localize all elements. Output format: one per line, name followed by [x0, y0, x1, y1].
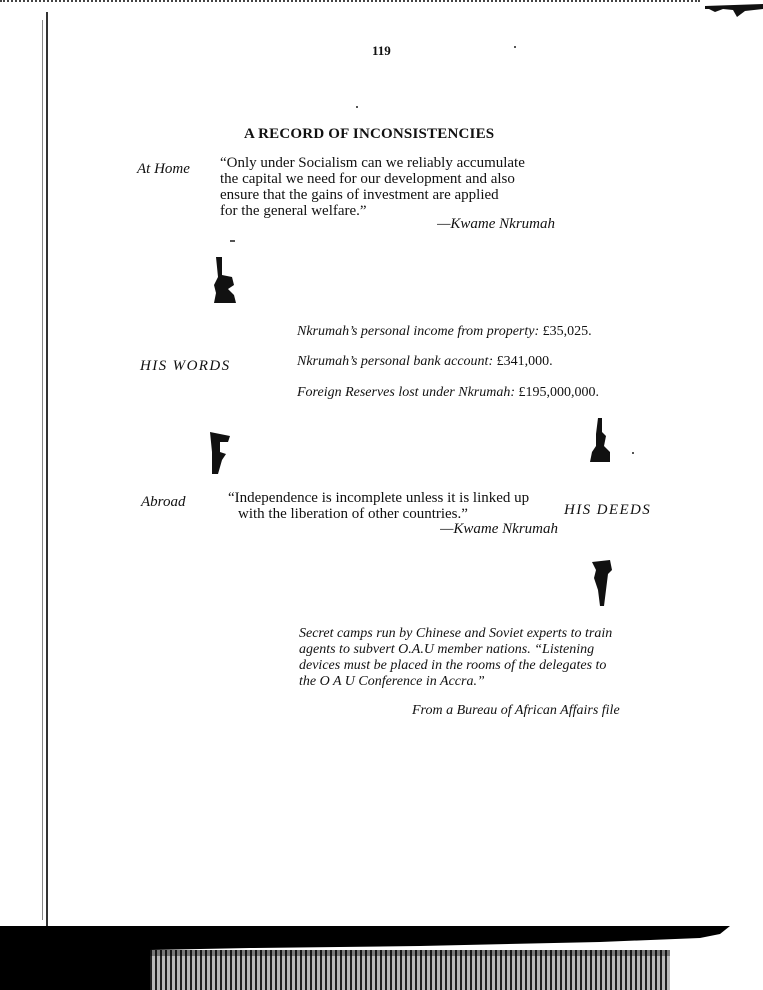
quote-line: for the general welfare.”	[220, 203, 367, 219]
ink-blot-mark	[588, 418, 612, 464]
left-binding-edge	[46, 12, 48, 930]
fact-bank-account	[297, 354, 553, 370]
abroad-attribution: —Kwame Nkrumah	[440, 521, 558, 537]
secret-line: devices must be placed in the rooms of the delegates to	[299, 658, 607, 673]
secret-line: agents to subvert O.A.U member nations. “Listening	[299, 642, 595, 657]
page-number: 119	[372, 43, 391, 58]
home-quote	[220, 155, 525, 219]
secret-line: Secret camps run by Chinese and Soviet experts to train	[299, 626, 613, 641]
fact-reserves	[297, 385, 599, 401]
fact-label: Nkrumah’s personal income from property:	[297, 324, 540, 339]
quote-line: ensure that the gains of investment are applied	[220, 187, 499, 203]
abroad-label: Abroad	[141, 494, 186, 510]
corner-scan-mark	[705, 4, 763, 18]
page-title: A RECORD OF INCONSISTENCIES	[244, 126, 495, 142]
bottom-scan-edge	[0, 926, 763, 990]
quote-line: “Independence is incomplete unless it is linked up	[228, 490, 530, 506]
scan-speck	[514, 46, 516, 48]
ink-blot-mark	[210, 255, 238, 305]
scan-speck	[356, 106, 358, 108]
left-binding-shadow	[42, 20, 43, 920]
fact-income	[297, 324, 592, 340]
fact-value: £341,000.	[496, 354, 553, 369]
at-home-label: At Home	[137, 161, 190, 177]
top-dotted-edge	[0, 0, 700, 2]
secret-line: the O A U Conference in Accra.”	[299, 674, 485, 689]
fact-label: Foreign Reserves lost under Nkrumah:	[297, 385, 515, 400]
quote-line: with the liberation of other countries.”	[238, 506, 468, 522]
scan-speck	[632, 452, 634, 454]
ink-blot-mark	[590, 560, 614, 608]
his-deeds-label: HIS DEEDS	[564, 502, 652, 518]
quote-line: “Only under Socialism can we reliably accumulate	[220, 155, 525, 171]
his-words-label: HIS WORDS	[140, 358, 231, 374]
secret-camps-text	[299, 626, 612, 690]
fact-value: £195,000,000.	[518, 385, 599, 400]
home-attribution: —Kwame Nkrumah	[437, 216, 555, 232]
fact-label: Nkrumah’s personal bank account:	[297, 354, 494, 369]
ink-blot-mark	[206, 432, 234, 476]
quote-line: the capital we need for our development and also	[220, 171, 515, 187]
scan-speck	[230, 240, 235, 242]
fact-value: £35,025.	[542, 324, 592, 339]
abroad-quote	[228, 490, 529, 522]
source-citation: From a Bureau of African Affairs file	[412, 703, 620, 718]
